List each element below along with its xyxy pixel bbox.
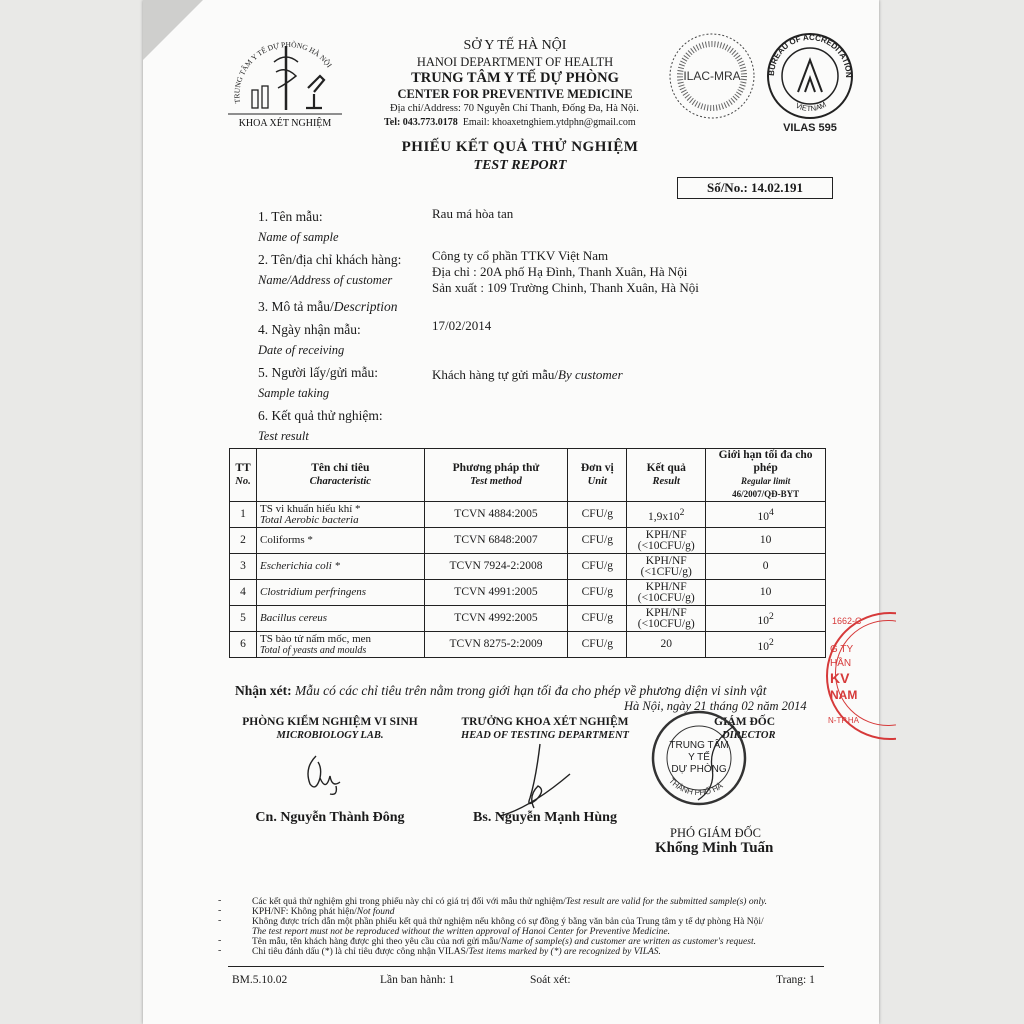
center-round-stamp: [638, 708, 762, 810]
svg-text:BUREAU OF ACCREDITATION: [767, 33, 853, 78]
footnote-bullets: - - - - -: [218, 895, 222, 956]
field-customer-address: Địa chỉ : 20A phố Hạ Đình, Thanh Xuân, Hà Nội: [432, 264, 688, 279]
field-date-value: 17/02/2014: [432, 318, 492, 333]
review-label: Soát xét:: [530, 974, 571, 986]
form-code: BM.5.10.02: [232, 974, 288, 986]
col-unit: Đơn vị Unit: [568, 449, 627, 502]
dept-en: HANOI DEPARTMENT OF HEALTH: [416, 55, 614, 69]
report-title-en: TEST REPORT: [473, 158, 567, 173]
director-title-en: DIRECTOR: [722, 730, 776, 741]
table-row: 4 Clostridium perfringens TCVN 4991:2005 CFU/g KPH/NF (<10CFU/g) 10: [230, 580, 826, 606]
remark: [235, 683, 767, 699]
footnote-3-en: The test report must not be reproduced without the written approval of Hanoi Center for Preventive Medicine.: [252, 927, 671, 937]
boa-logo: [762, 30, 858, 134]
lab-logo-arc-text: TRUNG TÂM Y TẾ DỰ PHÒNG HÀ NỘI: [232, 39, 334, 104]
issue-number: Lần ban hành: 1: [380, 974, 455, 986]
center-address: Địa chỉ/Address: 70 Nguyễn Chí Thanh, Đống Đa, Hà Nội.: [390, 103, 639, 114]
report-title-vn: PHIẾU KẾT QUẢ THỬ NGHIỆM: [401, 139, 639, 155]
remark-label: Nhận xét:: [235, 683, 292, 698]
col-result: Kết quả Result: [627, 449, 706, 502]
lab-title: PHÒNG KIỂM NGHIỆM VI SINH: [242, 716, 418, 728]
footnote-2: KPH/NF: Không phát hiện/Not found: [252, 907, 395, 917]
lab-title-en: MICROBIOLOGY LAB.: [276, 730, 384, 741]
footnote-3: Không được trích dẫn một phần phiếu kết quả thử nghiệm nếu không có sự đồng ý bằng văn bản của Trung tâm y tế dự phòng Hà Nội/: [252, 917, 764, 927]
field-result-label-en: Test result: [258, 429, 309, 443]
field-date-label-en: Date of receiving: [258, 343, 345, 357]
footnotes: [252, 897, 767, 957]
col-characteristic: Tên chỉ tiêu Characteristic: [256, 449, 424, 502]
table-row: 1 TS vi khuẩn hiếu khí * Total Aerobic bacteria TCVN 4884:2005 CFU/g $1,9x10^2$ $10^4$: [230, 502, 826, 528]
stamp-line-1: TRUNG TÂM: [669, 740, 729, 751]
center-vn: TRUNG TÂM Y TẾ DỰ PHÒNG: [411, 70, 619, 86]
folded-corner: [143, 0, 203, 60]
table-row: 6 TS bào tử nấm mốc, men Total of yeasts and moulds TCVN 8275-2:2009 CFU/g 20 $10^2$: [230, 632, 826, 658]
center-en: CENTER FOR PREVENTIVE MEDICINE: [397, 87, 633, 101]
field-customer-name: Công ty cổ phần TTKV Việt Nam: [432, 248, 609, 263]
lab-signature: [296, 748, 356, 798]
stamp-line-2: Y TẾ: [688, 752, 710, 763]
dept-vn: SỞ Y TẾ HÀ NỘI: [463, 38, 567, 53]
field-name-value: Rau má hòa tan: [432, 206, 514, 221]
results-table: [229, 448, 826, 658]
footnote-1: Các kết quả thử nghiệm ghi trong phiếu này chỉ có giá trị đối với mẫu thử nghiệm/Test result are valid for the submitted sample(s) only.: [252, 897, 768, 907]
center-tel: Tel: 043.773.0178: [384, 117, 458, 128]
director-title: GIÁM ĐỐC: [714, 716, 776, 728]
page-number: Trang: 1: [776, 974, 815, 986]
lab-signer-name: Cn. Nguyễn Thành Đông: [255, 810, 405, 825]
boa-tower-icon: [798, 60, 822, 92]
remark-text: Mẫu có các chỉ tiêu trên nằm trong giới hạn tối đa cho phép về phương diện vi sinh vật: [295, 683, 767, 698]
company-red-stamp: 1662-C G TY HẦN KV NAM N-TP.HA: [826, 612, 896, 740]
report-date: Hà Nội, ngày 21 tháng 02 năm 2014: [624, 699, 807, 713]
head-signer-name: Bs. Nguyễn Mạnh Hùng: [473, 810, 617, 825]
test-tube-icon: [252, 90, 258, 108]
footer-rule: [228, 966, 824, 967]
svg-text:THÀNH PHỐ HÀ: [667, 776, 725, 797]
svg-text:VIETNAM: [794, 100, 828, 113]
vilas-number: VILAS 595: [783, 122, 837, 134]
field-customer-label: 2. Tên/địa chỉ khách hàng:: [258, 252, 402, 267]
lab-logo: [222, 28, 352, 130]
col-no: TT No.: [230, 449, 257, 502]
field-sampler-label: 5. Người lấy/gửi mẫu:: [258, 365, 379, 380]
stamp-bottom-text: THÀNH PHỐ HÀ: [667, 776, 725, 798]
head-title-en: HEAD OF TESTING DEPARTMENT: [461, 730, 629, 741]
table-row: 3 Escherichia coli * TCVN 7924-2:2008 CFU/g KPH/NF (<1CFU/g) 0: [230, 554, 826, 580]
ilac-text: ILAC-MRA: [683, 69, 741, 83]
field-date-label: 4. Ngày nhận mẫu:: [258, 322, 361, 337]
boa-bottom-text: VIETNAM: [794, 99, 828, 114]
svg-text:TRUNG TÂM Y TẾ DỰ PHÒNG HÀ NỘI: [232, 39, 334, 104]
vice-director-name: Khổng Minh Tuấn: [655, 840, 774, 856]
field-name-label-en: Name of sample: [258, 230, 339, 244]
field-description-label: 3. Mô tả mẫu/Description: [258, 299, 398, 314]
field-sampler-label-en: Sample taking: [258, 386, 330, 400]
center-email: Email: khoaxetnghiem.ytdphn@gmail.com: [462, 117, 636, 128]
table-row: 5 Bacillus cereus TCVN 4992:2005 CFU/g KPH/NF (<10CFU/g) $10^2$: [230, 606, 826, 632]
field-sampler-value: Khách hàng tự gửi mẫu/By customer: [432, 367, 623, 382]
table-row: 2 Coliforms * TCVN 6848:2007 CFU/g KPH/NF (<10CFU/g) 10: [230, 528, 826, 554]
lab-logo-caption: KHOA XÉT NGHIỆM: [238, 118, 332, 129]
field-name-label: 1. Tên mẫu:: [258, 209, 323, 224]
table-header-row: [230, 449, 826, 502]
ilac-mra-logo: [666, 30, 758, 122]
microscope-icon: [306, 76, 324, 108]
field-customer-production: Sản xuất : 109 Trường Chinh, Thanh Xuân, Hà Nội: [432, 280, 699, 295]
boa-top-text: BUREAU OF ACCREDITATION: [766, 32, 854, 78]
head-title: TRƯỞNG KHOA XÉT NGHIỆM: [461, 716, 629, 728]
field-customer-label-en: Name/Address of customer: [258, 273, 393, 287]
footnote-5: Chỉ tiêu đánh dấu (*) là chỉ tiêu được công nhận VILAS/Test items marked by (*) are recognized by VILAS.: [252, 947, 661, 957]
vice-director-title: PHÓ GIÁM ĐỐC: [670, 826, 761, 840]
col-method: Phương pháp thử Test method: [424, 449, 568, 502]
report-number: Số/No.: 14.02.191: [677, 177, 833, 199]
field-result-label: 6. Kết quả thử nghiệm:: [258, 408, 383, 423]
col-limit: Giới hạn tối đa cho phép Regular limit 46/2007/QĐ-BYT: [706, 449, 826, 502]
footnote-4: Tên mẫu, tên khách hàng được ghi theo yêu cầu của nơi gửi mẫu/Name of sample(s) and customer are written as customer's request.: [252, 937, 756, 947]
stamp-line-3: DỰ PHÒNG: [671, 764, 727, 775]
center-contact: [384, 117, 636, 128]
